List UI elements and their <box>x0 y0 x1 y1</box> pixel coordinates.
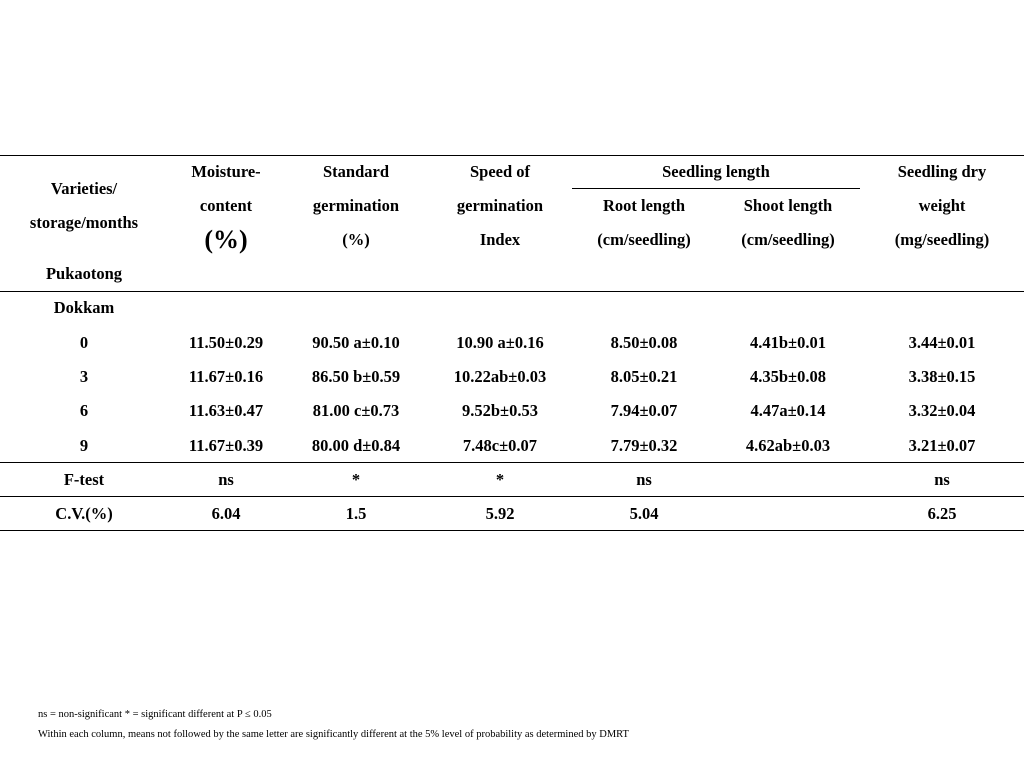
cell-shoot: 4.62ab±0.03 <box>745 436 831 455</box>
header-moisture: Moisture- <box>191 162 261 181</box>
cell-moisture: 11.67±0.39 <box>188 436 264 455</box>
cell-storage: 9 <box>79 436 89 455</box>
header-seedling-length: Seedling length <box>662 162 770 181</box>
cell-shoot: 4.35b±0.08 <box>750 367 826 386</box>
ftest-root: ns <box>636 470 652 489</box>
cell-storage: 3 <box>79 367 89 386</box>
cell-speed: 7.48c±0.07 <box>462 436 538 455</box>
header-germination: germination <box>312 196 400 215</box>
table-bottom-rule <box>0 530 1024 531</box>
cell-dry: 3.38±0.15 <box>908 367 976 386</box>
cell-root: 8.50±0.08 <box>610 333 678 352</box>
cell-dry: 3.21±0.07 <box>908 436 976 455</box>
header-moisture-unit: (%) <box>204 225 248 254</box>
cell-shoot: 4.41b±0.01 <box>750 333 826 352</box>
header-storage-months: storage/months <box>29 213 139 232</box>
cv-germination: 1.5 <box>345 504 367 523</box>
header-standard: Standard <box>322 162 390 181</box>
variety-name: Pukaotong <box>45 264 123 283</box>
cell-moisture: 11.63±0.47 <box>188 401 264 420</box>
cell-moisture: 11.50±0.29 <box>188 333 264 352</box>
cv-moisture: 6.04 <box>211 504 241 523</box>
header-speed-of: Speed of <box>469 162 531 181</box>
header-speed-index: Index <box>479 230 521 249</box>
cv-speed: 5.92 <box>485 504 515 523</box>
cell-germination: 90.50 a±0.10 <box>312 333 400 352</box>
cell-shoot: 4.47a±0.14 <box>750 401 826 420</box>
cell-dry: 3.44±0.01 <box>908 333 976 352</box>
cell-germination: 86.50 b±0.59 <box>311 367 401 386</box>
ftest-dry: ns <box>934 470 950 489</box>
cv-dry: 6.25 <box>927 504 957 523</box>
cv-top-rule <box>0 496 1024 497</box>
header-weight: weight <box>918 196 966 215</box>
cell-root: 8.05±0.21 <box>610 367 678 386</box>
header-moisture-content: content <box>199 196 253 215</box>
cv-root: 5.04 <box>629 504 659 523</box>
header-varieties: Varieties/ <box>50 179 118 198</box>
cell-speed: 10.22ab±0.03 <box>453 367 547 386</box>
cell-speed: 9.52b±0.53 <box>462 401 538 420</box>
header-shoot-length: Shoot length <box>743 196 833 215</box>
header-root-unit: (cm/seedling) <box>597 230 691 249</box>
ftest-germination: * <box>351 470 361 489</box>
cell-speed: 10.90 a±0.16 <box>456 333 544 352</box>
footnote-dmrt: Within each column, means not followed by the same letter are significantly different at the 5% level of probability as determined by DMRT <box>38 729 629 740</box>
cell-moisture: 11.67±0.16 <box>188 367 264 386</box>
cell-root: 7.94±0.07 <box>610 401 678 420</box>
header-root-length: Root length <box>602 196 686 215</box>
header-speed-germination: germination <box>456 196 544 215</box>
ftest-moisture: ns <box>218 470 234 489</box>
header-germination-unit: (%) <box>342 230 370 249</box>
table-top-rule <box>0 155 1024 156</box>
header-seedling-dry: Seedling dry <box>897 162 987 181</box>
cell-dry: 3.32±0.04 <box>908 401 976 420</box>
cell-germination: 81.00 c±0.73 <box>312 401 400 420</box>
cell-storage: 6 <box>79 401 89 420</box>
header-shoot-unit: (cm/seedling) <box>741 230 835 249</box>
section-label: Dokkam <box>53 298 115 317</box>
footnote-significance: ns = non-significant * = significant different at P ≤ 0.05 <box>38 709 272 720</box>
cv-label: C.V.(%) <box>55 504 113 523</box>
seedling-length-underline <box>572 188 860 189</box>
cell-storage: 0 <box>79 333 89 352</box>
header-bottom-rule <box>0 291 1024 292</box>
cell-root: 7.79±0.32 <box>610 436 678 455</box>
header-dry-unit: (mg/seedling) <box>894 230 990 249</box>
cell-germination: 80.00 d±0.84 <box>311 436 401 455</box>
ftest-speed: * <box>495 470 505 489</box>
ftest-top-rule <box>0 462 1024 463</box>
ftest-label: F-test <box>63 470 105 489</box>
